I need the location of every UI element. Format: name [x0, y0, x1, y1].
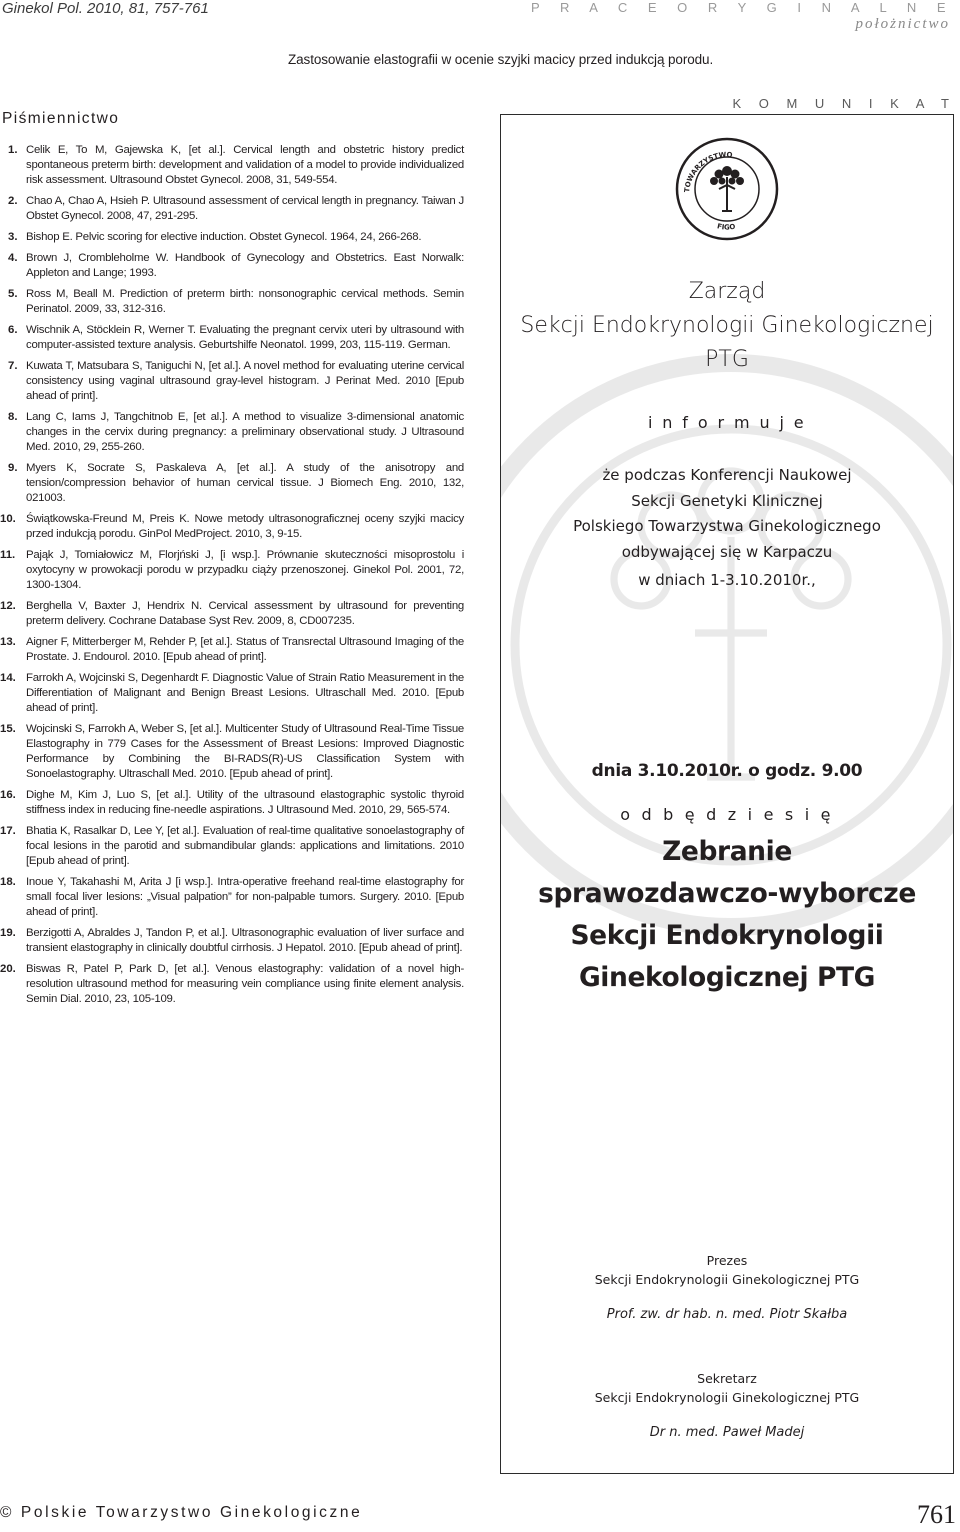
reference-item: [8, 230, 464, 245]
references-list: [0, 143, 464, 1013]
reference-number: 2.: [8, 195, 18, 207]
reference-number: 18.: [0, 876, 16, 888]
reference-number: 17.: [0, 825, 16, 837]
reference-text: Bishop E. Pelvic scoring for elective induction. Obstet Gynecol. 1964, 24, 266-268.: [26, 231, 422, 243]
reference-item: [0, 875, 464, 920]
reference-number: 12.: [0, 600, 16, 612]
reference-text: Brown J, Crombleholme W. Handbook of Gynecology and Obstetrics. East Norwalk: Appleton and Lange; 1993.: [26, 252, 464, 279]
publisher-footer: © Polskie Towarzystwo Ginekologiczne: [0, 1504, 363, 1521]
page-number: 761: [917, 1500, 956, 1529]
conference-detail-line: Polskiego Towarzystwa Ginekologicznego: [573, 517, 881, 535]
secretary-block: [501, 1369, 953, 1407]
reference-text: Berzigotti A, Abraldes J, Tandon P, et al.]. Ultrasonographic evaluation of liver surface and transient elastography in clinically doubtful cirrhosis. J Hepatol. 2010. [Epub ahead of print].: [26, 927, 464, 954]
announcement-box: [500, 114, 954, 1474]
running-title: Zastosowanie elastografii w ocenie szyjki macicy przed indukcją porodu.: [288, 52, 714, 67]
reference-item: [8, 143, 464, 188]
journal-citation: Ginekol Pol. 2010, 81, 757-761: [2, 0, 209, 17]
meeting-title-line: sprawozdawczo-wyborcze: [538, 878, 916, 909]
reference-text: Aigner F, Mitterberger M, Rehder P, [et al.]. Status of Transrectal Ultrasound Imaging of the Prostate. J. Endourol. 2010. [Epub ahead of print].: [26, 636, 464, 663]
reference-text: Lang C, Iams J, Tangchitnob E, [et al.]. A method to visualize 3-dimensional anatomic changes in the cervix during pregnancy: a preliminary observational study. J Ultrasound Med. 2010, 29, 255-260.: [26, 411, 464, 453]
reference-text: Inoue Y, Takahashi M, Arita J [i wsp.]. Intra-operative freehand real-time elastography for small focal liver lesions: „Visual palpation” for non-palpable tumors. Surgery. 2010. [Epub ahead of print].: [26, 876, 464, 918]
reference-item: [8, 287, 464, 317]
reference-number: 15.: [0, 723, 16, 735]
reference-text: Wojcinski S, Farrokh A, Weber S, [et al.]. Multicenter Study of Ultrasound Real-Time Tissue Elastography in 779 Cases for the Assessment of Breast Lesions: Improved Diagnostic Performance by Combining the BI-RADS(R)-US Classification System with Sonoelastography. Ultraschall Med. 2010. [Epub ahead of print].: [26, 723, 464, 780]
secretary-name: Dr n. med. Paweł Madej: [649, 1425, 805, 1440]
reference-text: Chao A, Chao A, Hsieh P. Ultrasound assessment of cervical length in pregnancy. Taiwan J Obstet Gynecol. 2008, 47, 291-295.: [26, 195, 464, 222]
reference-number: 4.: [8, 252, 18, 264]
meeting-title-line: Sekcji Endokrynologii: [570, 920, 884, 951]
reference-number: 11.: [0, 549, 16, 561]
president-block: [501, 1251, 953, 1289]
reference-item: [0, 548, 464, 593]
svg-text:FIGO: [716, 222, 736, 231]
reference-text: Ross M, Beall M. Prediction of preterm birth: nonsonographic cervical methods. Semin Perinatol. 2009, 33, 312-316.: [26, 288, 464, 315]
reference-item: [0, 788, 464, 818]
reference-number: 19.: [0, 927, 16, 939]
announcement-label: K O M U N I K A T: [732, 96, 956, 111]
reference-item: [0, 926, 464, 956]
reference-item: [0, 962, 464, 1007]
meeting-title-line: Zebranie: [662, 836, 792, 867]
meeting-date: dnia 3.10.2010r. o godz. 9.00: [591, 761, 863, 781]
reference-text: Celik E, To M, Gajewska K, [et al.]. Cervical length and obstetric history predict spontaneous preterm birth: development and validation of a model to provide individualized risk assessment. Ultrasound Obstet Gynecol. 2008, 31, 549-554.: [26, 144, 464, 186]
reference-text: Kuwata T, Matsubara S, Taniguchi N, [et al.]. A novel method for evaluating uterine cervical consistency using vaginal ultrasound gray-level histogram. J Perinat Med. 2010 [Epub ahead of print].: [26, 360, 464, 402]
reference-number: 16.: [0, 789, 16, 801]
reference-item: [8, 461, 464, 506]
reference-text: Pająk J, Tomiałowicz M, Florjński J, [i wsp.]. Prównanie skuteczności misoprostolu i oxytocyny w prowokacji porodu w przypadku ciąży przenoszonej. Ginekol Pol. 2001, 72, 1300-1304.: [26, 549, 464, 591]
conference-detail-line: odbywającej się w Karpaczu: [621, 542, 833, 561]
reference-text: Myers K, Socrate S, Paskaleva A, [et al.]. A study of the anisotropy and tension/compression behavior of human cervical tissue. J Biomech Eng. 2010, 132, 021003.: [26, 462, 464, 504]
secretary-title: Sekretarz: [697, 1371, 757, 1386]
reference-number: 13.: [0, 636, 16, 648]
reference-item: [8, 410, 464, 455]
reference-number: 6.: [8, 324, 18, 336]
reference-item: [0, 722, 464, 782]
reference-item: [0, 512, 464, 542]
reference-number: 1.: [8, 144, 18, 156]
reference-number: 7.: [8, 360, 18, 372]
reference-text: Berghella V, Baxter J, Hendrix N. Cervical assessment by ultrasound for preventing preterm delivery. Cochrane Database Syst Rev. 2009, 8, CD007235.: [26, 600, 464, 627]
reference-text: Wischnik A, Stöcklein R, Werner T. Evaluating the pregnant cervix uteri by ultrasound with computer-assisted texture analysis. Geburtshilfe Neonatol. 1999, 203, 115-119. German.: [26, 324, 464, 351]
reference-item: [8, 251, 464, 281]
reference-text: Dighe M, Kim J, Luo S, [et al.]. Utility of the ultrasound elastographic systolic thyroid stiffness index in reducing fine-needle aspirations. J Ultrasound Med. 2010, 29, 565-574.: [26, 789, 464, 816]
board-title-line: Zarząd: [688, 279, 766, 304]
conference-detail-line: że podczas Konferencji Naukowej: [602, 466, 852, 484]
reference-number: 9.: [8, 462, 18, 474]
board-title-line: PTG: [705, 347, 749, 372]
meeting-title-line: Ginekologicznej PTG: [578, 962, 876, 993]
president-name: Prof. zw. dr hab. n. med. Piotr Skałba: [606, 1307, 848, 1322]
conference-detail-line: Sekcji Genetyki Klinicznej: [631, 491, 823, 510]
reference-text: Bhatia K, Rasalkar D, Lee Y, [et al.]. Evaluation of real-time qualitative sonoelastography of focal lesions in the parotid and submandibular glands: applications and limitations. 2010 [Epub ahead of print].: [26, 825, 464, 867]
section-label: P R A C E O R Y G I N A L N E: [530, 0, 954, 15]
president-title: Prezes: [706, 1253, 748, 1268]
reference-text: Farrokh A, Wojcinski S, Degenhardt F. Diagnostic Value of Strain Ratio Measurement in the Differentiation of Malignant and Benign Breast Lesions. Ultraschall Med. 2010. [Epub ahead of print].: [26, 672, 464, 714]
logo-text: TOWARZYSTWO: [683, 150, 733, 193]
will-take-place: o d b ę d z i e s i ę: [620, 805, 834, 824]
conference-details: [501, 463, 953, 565]
references-heading: Piśmiennictwo: [2, 110, 120, 127]
president-section: Sekcji Endokrynologii Ginekologicznej PTG: [594, 1272, 860, 1287]
conference-dates: w dniach 1-3.10.2010r.,: [638, 571, 816, 589]
reference-item: [0, 824, 464, 869]
reference-item: [8, 359, 464, 404]
reference-item: [0, 599, 464, 629]
reference-number: 3.: [8, 231, 18, 243]
reference-number: 14.: [0, 672, 16, 684]
secretary-section: Sekcji Endokrynologii Ginekologicznej PTG: [594, 1390, 860, 1405]
informs-text: i n f o r m u j e: [647, 413, 807, 432]
reference-number: 20.: [0, 963, 16, 975]
reference-text: Świątkowska-Freund M, Preis K. Nowe metody ultrasonograficznej oceny szyjki macicy przed indukcją porodu. GinPol MedProject. 2010, 3, 9-15.: [26, 513, 464, 540]
logo-figo: FIGO: [716, 222, 737, 232]
meeting-title: [501, 831, 953, 999]
reference-item: [0, 671, 464, 716]
reference-item: [8, 323, 464, 353]
subsection-label: położnictwo: [855, 16, 950, 32]
reference-number: 10.: [0, 513, 16, 525]
reference-number: 8.: [8, 411, 18, 423]
board-title: [501, 275, 953, 377]
reference-item: [8, 194, 464, 224]
reference-number: 5.: [8, 288, 18, 300]
reference-text: Biswas R, Patel P, Park D, [et al.]. Venous elastography: validation of a novel high-resolution ultrasound method for measuring vein compliance using finite element analysis. Semin Dial. 2010, 23, 105-109.: [26, 963, 464, 1005]
board-title-line: Sekcji Endokrynologii Ginekologicznej: [520, 313, 934, 338]
reference-item: [0, 635, 464, 665]
ptg-logo-icon: [675, 137, 779, 241]
